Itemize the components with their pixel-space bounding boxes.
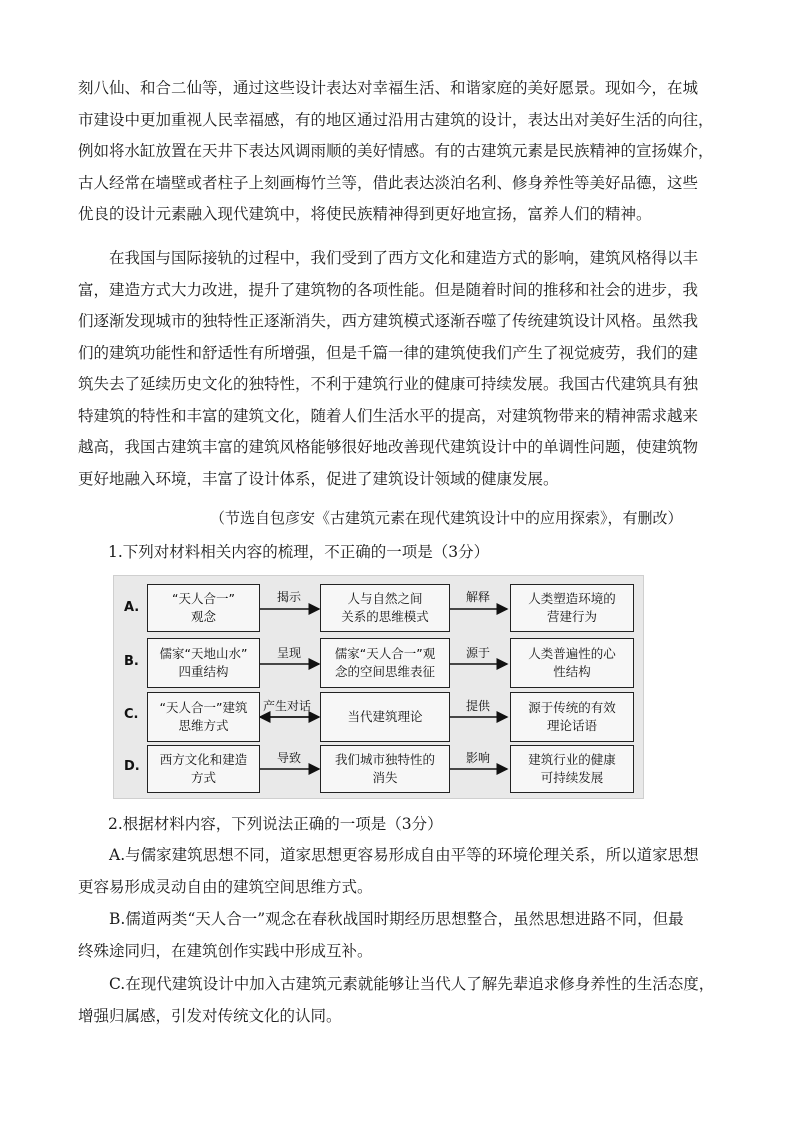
text-line: 刻八仙、和合二仙等，通过这些设计表达对幸福生活、和谐家庭的美好愿景。现如今，在城 (78, 79, 699, 97)
text-line: 越高，我国古建筑丰富的建筑风格能够很好地改善现代建筑设计中的单调性问题，使建筑物 (78, 438, 699, 456)
text-line: 优良的设计元素融入现代建筑中，将使民族精神得到更好地宣扬，富养人们的精神。 (78, 205, 652, 223)
text-line: 增强归属感，引发对传统文化的认同。 (78, 1006, 342, 1025)
question-2-option-b (78, 904, 723, 967)
text-line: 筑失去了延续历史文化的独特性，不利于建筑行业的健康可持续发展。我国古代建筑具有独 (78, 375, 699, 393)
text-line: 特建筑的特性和丰富的建筑文化，随着人们生活水平的提高，对建筑物带来的精神需求越来 (78, 406, 699, 425)
box-b3: 人类普遍性的心 性结构 (510, 638, 634, 688)
question-2-option-c (78, 969, 723, 1032)
row-label-d: D. (124, 759, 140, 774)
source-citation: （节选自包彦安《古建筑元素在现代建筑设计中的应用探索》，有删改） (210, 509, 683, 527)
question-2-stem: 2.根据材料内容，下列说法正确的一项是（3分） (108, 815, 443, 833)
row-label-a: A. (124, 600, 140, 615)
arrow-label-a1: 揭示 (277, 590, 302, 604)
arrow-label-a2: 解释 (466, 590, 491, 604)
arrow-label-c2: 提供 (466, 699, 491, 713)
box-c1: “天人合一”建筑 思维方式 (147, 692, 260, 742)
text-line: 市建设中更加重视人民幸福感，有的地区通过沿用古建筑的设计，表达出对美好生活的向往， (78, 110, 714, 129)
text-line: 们的建筑功能性和舒适性有所增强，但是千篇一律的建筑使我们产生了视觉疲劳，我们的建 (78, 343, 699, 362)
box-b1: 儒家“天地山水” 四重结构 (147, 638, 260, 688)
box-c3: 源于传统的有效 理论话语 (510, 692, 634, 742)
box-a1: “天人合一” 观念 (147, 584, 260, 632)
passage-paragraph-2 (78, 243, 718, 495)
question-2-option-a (78, 840, 723, 903)
arrow-label-d2: 影响 (466, 751, 491, 765)
box-a3: 人类塑造环境的 营建行为 (510, 584, 634, 632)
text-line: A.与儒家建筑思想不同，道家思想更容易形成自由平等的环境伦理关系，所以道家思想 (109, 846, 699, 864)
box-a2: 人与自然之间 关系的思维模式 (320, 584, 450, 632)
row-label-b: B. (124, 654, 139, 669)
arrow-label-c1: 产生对话 (263, 699, 312, 713)
question-1-stem: 1.下列对材料相关内容的梳理，不正确的一项是（3分） (108, 543, 490, 561)
arrow-label-b1: 呈现 (277, 646, 302, 660)
text-line: B.儒道两类“天人合一”观念在春秋战国时期经历思想整合，虽然思想进路不同，但最 (109, 910, 684, 928)
passage-paragraph-1 (78, 73, 718, 231)
arrow-label-d1: 导致 (277, 751, 302, 765)
text-line: 们逐渐发现城市的独特性正逐渐消失，西方建筑模式逐渐吞噬了传统建筑设计风格。虽然我 (78, 312, 699, 330)
box-d2: 我们城市独特性的 消失 (320, 745, 450, 793)
text-line: 终殊途同归，在建筑创作实践中形成互补。 (78, 941, 373, 960)
box-d1: 西方文化和建造 方式 (147, 745, 260, 793)
text-line: 更好地融入环境，丰富了设计体系，促进了建筑设计领域的健康发展。 (78, 469, 559, 488)
box-d3: 建筑行业的健康 可持续发展 (510, 745, 634, 793)
text-line: 例如将水缸放置在天井下表达风调雨顺的美好情感。有的古建筑元素是民族精神的宣扬媒介， (78, 142, 714, 160)
text-line: 古人经常在墙壁或者柱子上刻画梅竹兰等，借此表达淡泊名利、修身养性等美好品德，这些 (78, 173, 699, 192)
options-flow-diagram (113, 575, 644, 799)
text-line: 在我国与国际接轨的过程中，我们受到了西方文化和建造方式的影响，建筑风格得以丰 (109, 249, 699, 267)
text-line: 更容易形成灵动自由的建筑空间思维方式。 (78, 877, 373, 896)
row-label-c: C. (124, 707, 139, 722)
arrow-label-b2: 源于 (466, 646, 491, 660)
text-line: 富，建造方式大力改进，提升了建筑物的各项性能。但是随着时间的推移和社会的进步，我 (78, 280, 699, 299)
box-b2: 儒家“天人合一”观 念的空间思维表征 (320, 638, 450, 688)
box-c2: 当代建筑理论 (320, 692, 450, 742)
text-line: C.在现代建筑设计中加入古建筑元素就能够让当代人了解先辈追求修身养性的生活态度， (109, 975, 715, 993)
